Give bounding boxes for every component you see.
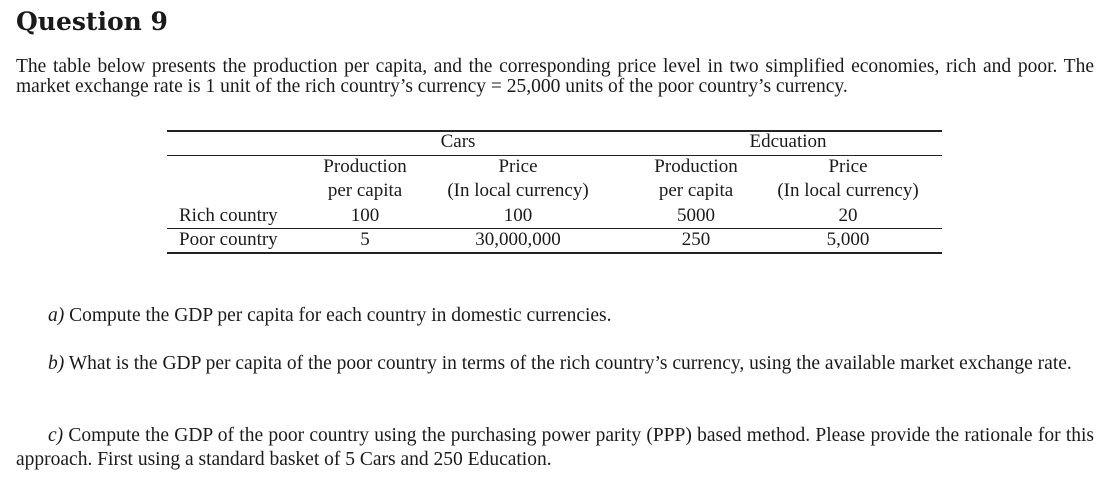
rich-cars-price: 100 [503, 205, 533, 226]
cars-production-header-2: per capita [327, 180, 403, 201]
intro-paragraph: The table below presents the production per capita, and the corresponding price level in two simplified economies, rich and poor. The market exchange rate is 1 unit of the rich country’s currency = 25,000 units of the poor country’s currency. [16, 56, 1094, 97]
cars-price-header-2: (In local currency) [447, 180, 589, 201]
poor-cars-production: 5 [360, 229, 370, 250]
question-c-text: Compute the GDP of the poor country using the purchasing power parity (PPP) based method. Please provide the rationale for this approach. First using a standard basket of 5 Cars and 250 Education. [16, 425, 1095, 470]
question-c [16, 424, 1094, 472]
rich-cars-production: 100 [350, 205, 380, 226]
question-a [16, 304, 1094, 328]
poor-edu-production: 250 [681, 229, 711, 250]
question-a-label: a) [48, 305, 65, 326]
row-label-rich: Rich country [179, 205, 278, 226]
rich-edu-production: 5000 [677, 205, 715, 226]
group-header-cars: Cars [440, 131, 476, 152]
cars-price-header-1: Price [498, 156, 538, 177]
group-header-education: Edcuation [749, 131, 827, 152]
poor-cars-price: 30,000,000 [475, 229, 561, 250]
data-table [167, 130, 942, 255]
edu-price-header-2: (In local currency) [777, 180, 919, 201]
table-mid-rule [167, 155, 942, 156]
table-bottom-rule [167, 253, 942, 254]
cars-production-header-1: Production [323, 156, 407, 177]
question-b [16, 352, 1094, 376]
edu-price-header-1: Price [828, 156, 868, 177]
row-label-poor: Poor country [179, 229, 278, 250]
question-title: Question 9 [16, 7, 168, 36]
edu-production-header-2: per capita [658, 180, 734, 201]
question-a-text: Compute the GDP per capita for each country in domestic currencies. [69, 305, 612, 326]
question-b-label: b) [48, 353, 65, 374]
rich-edu-price: 20 [838, 205, 858, 226]
edu-production-header-1: Production [654, 156, 738, 177]
question-c-label: c) [48, 425, 64, 446]
poor-edu-price: 5,000 [826, 229, 870, 250]
question-b-text: What is the GDP per capita of the poor country in terms of the rich country’s currency, using the available market exchange rate. [68, 353, 1072, 374]
